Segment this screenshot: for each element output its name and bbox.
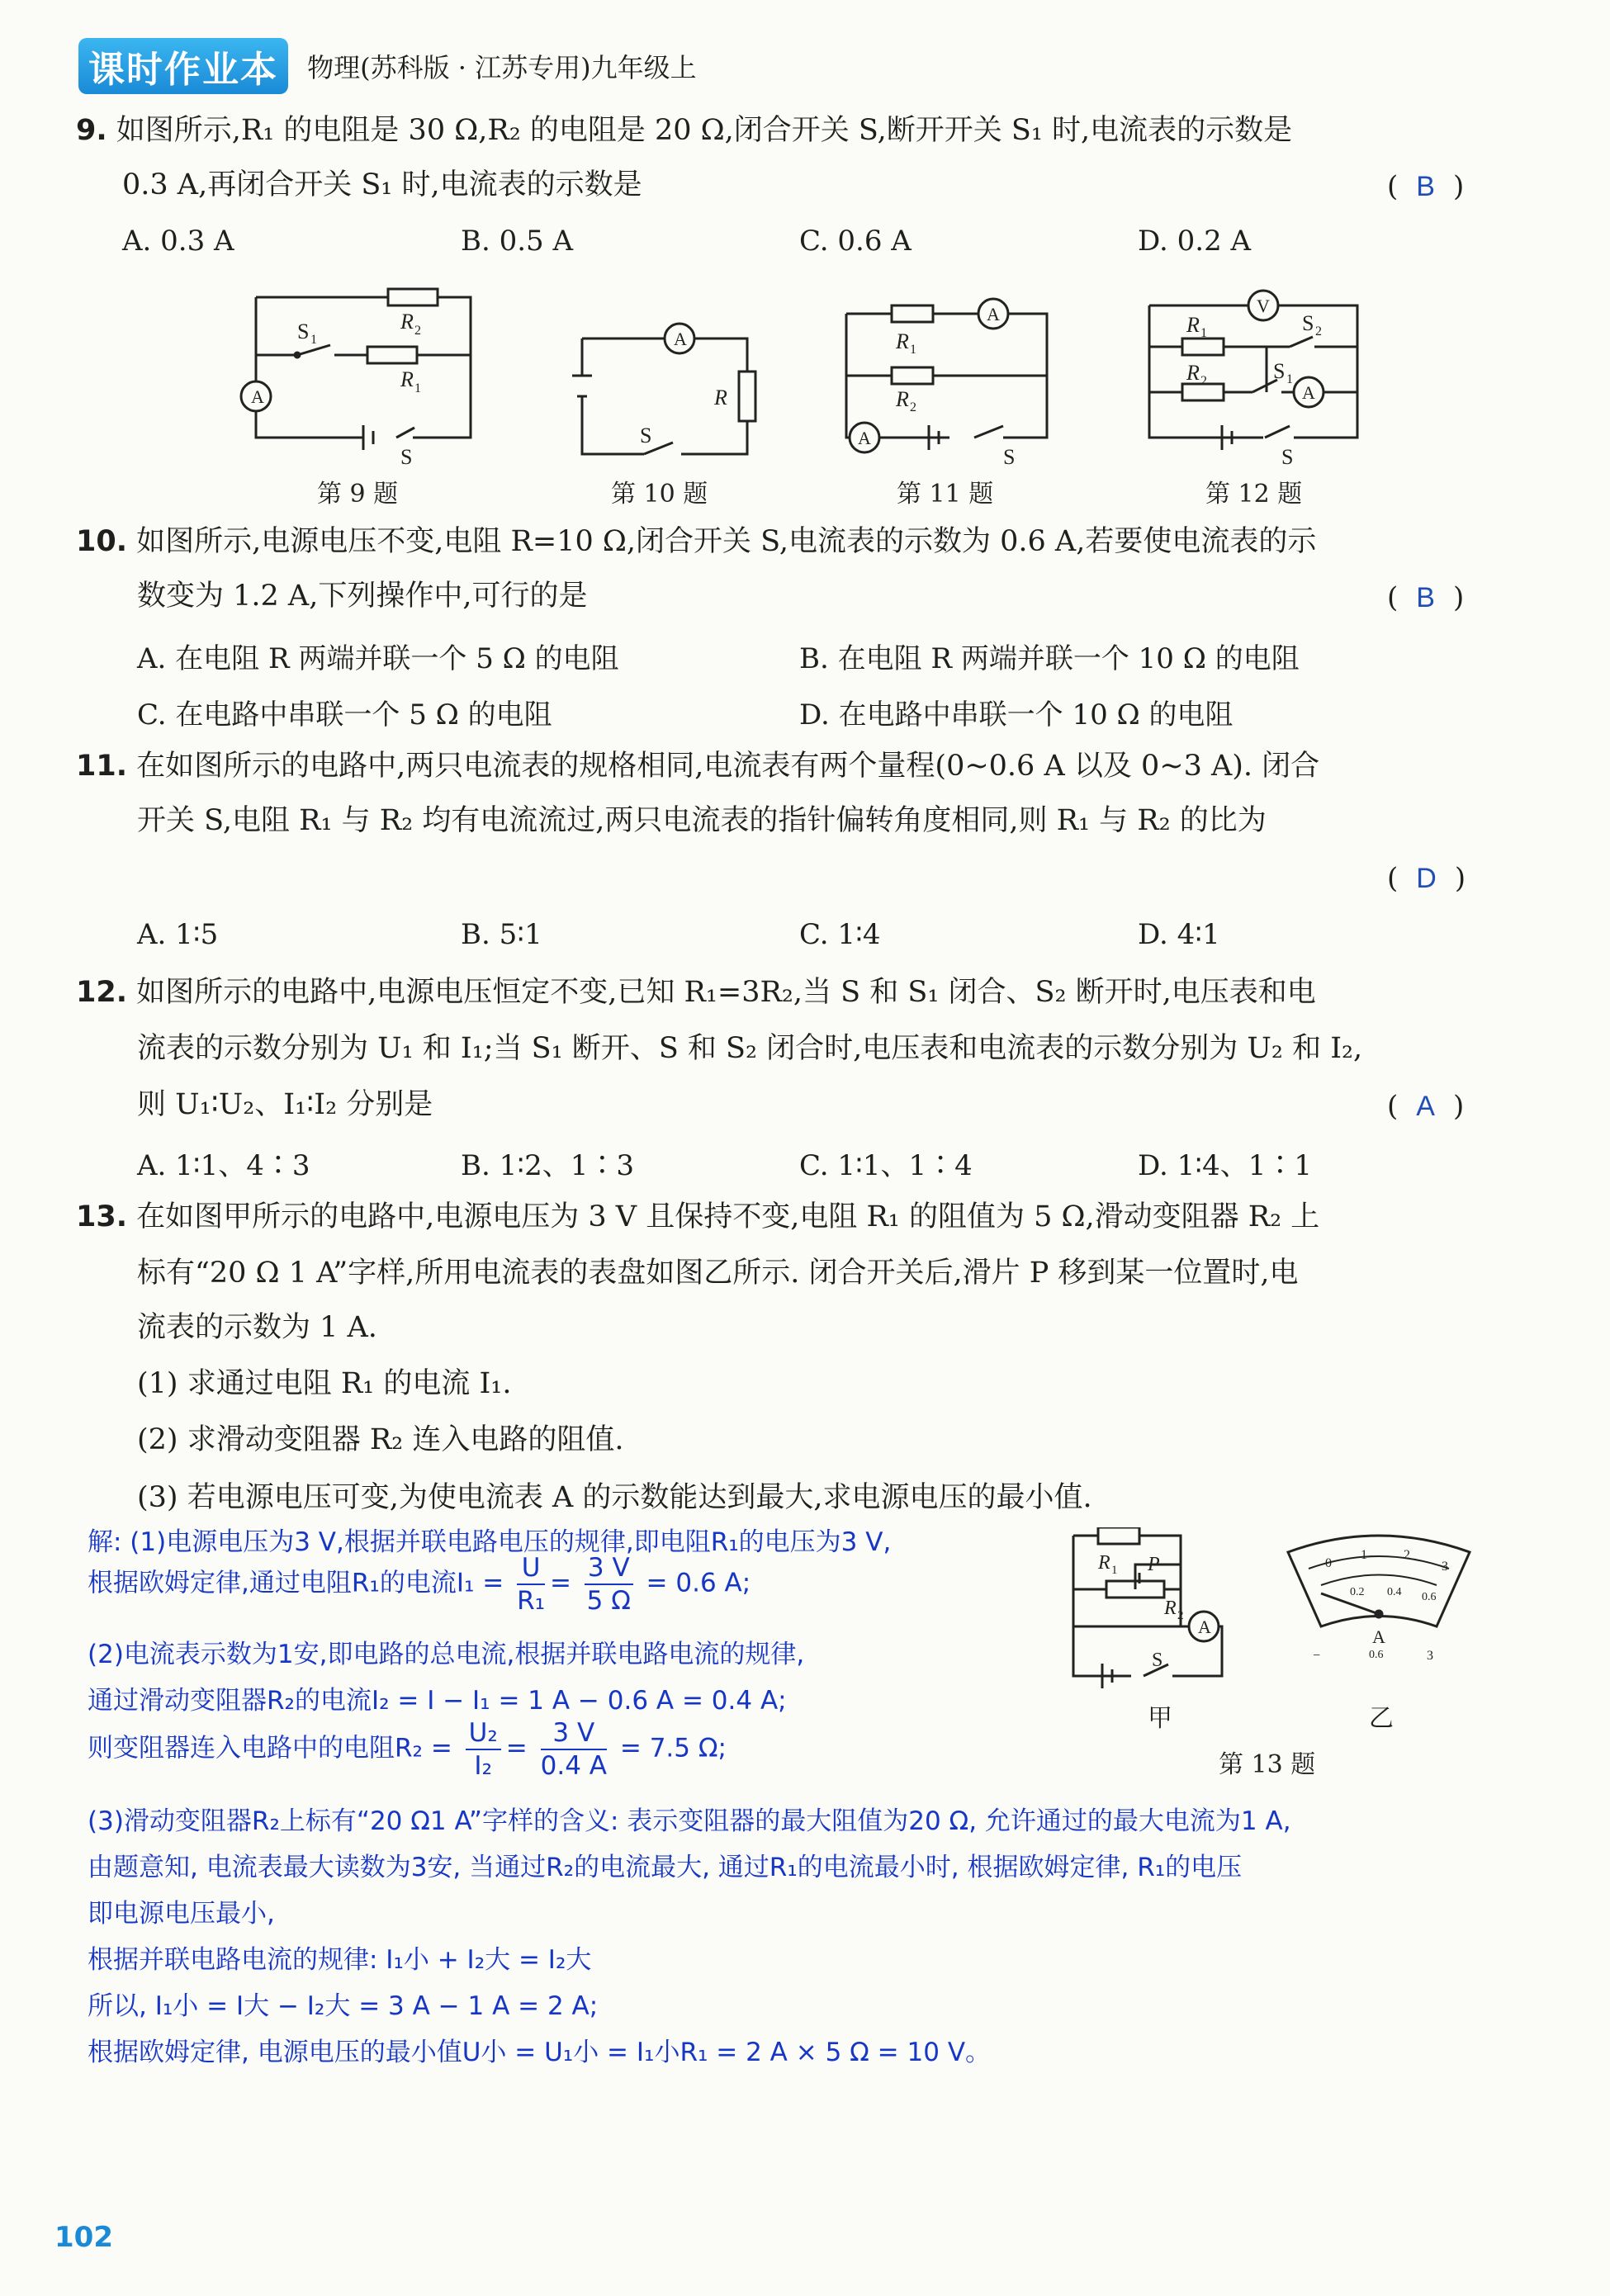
q12-number: 12.: [76, 976, 128, 1009]
svg-text:R: R: [400, 310, 414, 334]
svg-text:3: 3: [1427, 1649, 1433, 1663]
q9-option-d: D. 0.2 A: [1138, 225, 1252, 258]
caption-fig13: 第 13 题: [1219, 1750, 1316, 1779]
fig12-circuit: [1149, 291, 1357, 469]
solution-line7: 由题意知, 电流表最大读数为3安, 当通过R₂的电流最大, 通过R₁的电流最小时, 根据欧姆定律, R₁的电压: [88, 1853, 1243, 1882]
svg-text:0.2: 0.2: [1350, 1586, 1365, 1598]
fig10-circuit: [572, 324, 755, 454]
fig13-diagrams: [1065, 1527, 1486, 1717]
q10-text1: 如图所示,电源电压不变,电阻 R=10 Ω,闭合开关 S,电流表的示数为 0.6 A,若要使电流表的示: [136, 525, 1317, 558]
q10-option-d: D. 在电路中串联一个 10 Ω 的电阻: [799, 698, 1234, 731]
page-number: 102: [54, 2221, 113, 2254]
q13-text1: 在如图甲所示的电路中,电源电压为 3 V 且保持不变,电阻 R₁ 的阻值为 5 Ω,滑动变阻器 R₂ 上: [136, 1200, 1320, 1233]
svg-text:1: 1: [1286, 372, 1293, 386]
q11-answer-value: D: [1416, 863, 1437, 894]
q12-option-c: C. 1∶1、1∶4: [799, 1149, 973, 1182]
solution-line5: 则变阻器连入电路中的电阻R₂ = $\frac{\text{U₂}}{\text{I₂}}$ = $\frac{3 V}{0.4 A}$ = 7.5 Ω;: [88, 1718, 727, 1781]
solution-line9: 根据并联电路电流的规律: I₁小 + I₂大 = I₂大: [88, 1945, 592, 1975]
fraction-denominator: 5 Ω: [586, 1586, 631, 1616]
fraction-numerator: 3 V: [541, 1717, 607, 1750]
q13-line1: [76, 1197, 1319, 1237]
svg-text:S: S: [1281, 445, 1294, 469]
solution-line6: (3)滑动变阻器R₂上标有“20 Ω1 A”字样的含义: 表示变阻器的最大阻值为20 Ω, 允许通过的最大电流为1 A,: [88, 1806, 1291, 1836]
svg-text:S: S: [1152, 1650, 1163, 1671]
svg-text:R: R: [714, 386, 727, 409]
q10-option-c: C. 在电路中串联一个 5 Ω 的电阻: [137, 698, 552, 731]
svg-text:A: A: [1302, 382, 1315, 403]
svg-text:2: 2: [414, 324, 421, 338]
q12-option-d: D. 1∶4、1∶1: [1138, 1149, 1313, 1182]
svg-text:1: 1: [1200, 326, 1207, 340]
q11-line2: 开关 S,电阻 R₁ 与 R₂ 均有电流流过,两只电流表的指针偏转角度相同,则 R₁ 与 R₂ 的比为: [137, 804, 1267, 837]
q12-line1: [76, 973, 1316, 1012]
q10-line1: [76, 522, 1316, 561]
svg-text:−: −: [1313, 1649, 1321, 1663]
fraction-u-over-r1: [517, 1552, 545, 1617]
svg-text:3: 3: [1442, 1560, 1448, 1574]
svg-text:S: S: [297, 320, 310, 343]
caption-yi: 乙: [1369, 1704, 1394, 1733]
q9-text1: 如图所示,R₁ 的电阻是 30 Ω,R₂ 的电阻是 20 Ω,闭合开关 S,断开开关 S₁ 时,电流表的示数是: [116, 114, 1293, 147]
caption-fig10: 第 10 题: [611, 480, 708, 509]
svg-text:0.6: 0.6: [1369, 1649, 1384, 1661]
solution-line3: (2)电流表示数为1安,即电路的总电流,根据并联电路电流的规律,: [88, 1640, 805, 1669]
caption-jia: 甲: [1148, 1704, 1172, 1733]
fraction-numerator: 3 V: [585, 1552, 633, 1585]
header-subtitle: 物理(苏科版 · 江苏专用)九年级上: [307, 52, 697, 83]
caption-fig9: 第 9 题: [317, 480, 399, 509]
q12-line3: 则 U₁∶U₂、I₁∶I₂ 分别是: [137, 1088, 433, 1121]
q9-option-a: A. 0.3 A: [122, 225, 234, 258]
q10-number: 10.: [76, 525, 128, 558]
q11-option-b: B. 5∶1: [461, 918, 542, 951]
svg-text:2: 2: [1177, 1609, 1184, 1622]
fraction-3v-over-5ohm: [585, 1552, 633, 1617]
svg-text:S: S: [640, 424, 652, 447]
q13-line3: 流表的示数为 1 A.: [137, 1311, 377, 1344]
svg-text:R: R: [1186, 313, 1200, 337]
svg-text:R: R: [400, 367, 414, 391]
q13-sub1: (1) 求通过电阻 R₁ 的电流 I₁.: [137, 1367, 512, 1400]
svg-text:A: A: [987, 304, 1000, 324]
q11-option-d: D. 4∶1: [1138, 918, 1220, 951]
q9-number: 9.: [76, 114, 107, 147]
solution-line8: 即电源电压最小,: [88, 1899, 275, 1929]
svg-text:R: R: [896, 387, 909, 411]
solution-line1: 解: (1)电源电压为3 V,根据并联电路电压的规律,即电阻R₁的电压为3 V,: [88, 1527, 892, 1557]
solution-line2-lead: 根据欧姆定律,通过电阻R₁的电流I₁ =: [88, 1568, 504, 1598]
fig11-circuit: [846, 299, 1047, 469]
fraction-numerator: U₂: [466, 1717, 501, 1750]
svg-text:S: S: [1273, 359, 1286, 383]
fig13-yi-ammeter-dial: [1288, 1536, 1470, 1663]
solution-line2-tail: = 0.6 A;: [646, 1568, 751, 1598]
q10-answer: ( B ): [1387, 581, 1465, 614]
q13-line2: 标有“20 Ω 1 A”字样,所用电流表的表盘如图乙所示. 闭合开关后,滑片 P 移到某一位置时,电: [137, 1257, 1299, 1290]
caption-fig12: 第 12 题: [1205, 480, 1303, 509]
circuit-figures-row: [231, 272, 1404, 487]
svg-text:2: 2: [1200, 374, 1207, 388]
fraction-denominator: I₂: [474, 1751, 492, 1781]
svg-text:1: 1: [1111, 1564, 1118, 1577]
q9-answer: ( B ): [1387, 170, 1465, 203]
brand-logo: 课时作业本: [78, 38, 288, 94]
svg-text:R: R: [1186, 361, 1200, 385]
q9-answer-value: B: [1416, 171, 1435, 202]
solution-line5-lead: 则变阻器连入电路中的电阻R₂ =: [88, 1733, 452, 1763]
svg-text:R: R: [1164, 1598, 1177, 1619]
svg-text:1: 1: [910, 343, 916, 357]
q10-option-b: B. 在电阻 R 两端并联一个 10 Ω 的电阻: [799, 642, 1300, 675]
q9-line2: 0.3 A,再闭合开关 S₁ 时,电流表的示数是: [122, 168, 642, 201]
svg-text:S: S: [1003, 445, 1016, 469]
svg-text:A: A: [1372, 1626, 1385, 1647]
q11-text1: 在如图所示的电路中,两只电流表的规格相同,电流表有两个量程(0~0.6 A 以及 0~3 A). 闭合: [136, 750, 1320, 783]
q13-number: 13.: [76, 1200, 128, 1233]
q10-answer-value: B: [1416, 582, 1435, 613]
q11-option-a: A. 1∶5: [137, 918, 219, 951]
svg-text:S: S: [400, 445, 413, 469]
svg-text:1: 1: [310, 333, 317, 347]
solution-line5-tail: = 7.5 Ω;: [619, 1733, 727, 1763]
svg-text:2: 2: [910, 400, 916, 414]
svg-text:P: P: [1148, 1554, 1160, 1575]
header: [78, 38, 697, 94]
svg-text:1: 1: [414, 381, 421, 395]
q11-option-c: C. 1∶4: [799, 918, 881, 951]
q12-text1: 如图所示的电路中,电源电压恒定不变,已知 R₁=3R₂,当 S 和 S₁ 闭合、S₂ 断开时,电压表和电: [136, 976, 1316, 1009]
q12-option-a: A. 1∶1、4∶3: [137, 1149, 310, 1182]
q9-option-b: B. 0.5 A: [461, 225, 574, 258]
svg-text:0: 0: [1325, 1556, 1332, 1570]
svg-text:V: V: [1257, 296, 1270, 316]
svg-text:0.4: 0.4: [1387, 1586, 1402, 1598]
svg-text:S: S: [1302, 311, 1314, 335]
q12-line2: 流表的示数分别为 U₁ 和 I₁;当 S₁ 断开、S 和 S₂ 闭合时,电压表和电流表的示数分别为 U₂ 和 I₂,: [137, 1032, 1363, 1065]
svg-text:2: 2: [1404, 1548, 1410, 1562]
q12-answer: ( A ): [1387, 1090, 1465, 1123]
fraction-denominator: R₁: [517, 1586, 546, 1616]
fig13-jia-circuit: [1073, 1527, 1222, 1688]
q12-option-b: B. 1∶2、1∶3: [461, 1149, 634, 1182]
svg-text:R: R: [896, 329, 909, 353]
q13-sub2: (2) 求滑动变阻器 R₂ 连入电路的阻值.: [137, 1423, 624, 1456]
svg-text:0.6: 0.6: [1422, 1591, 1437, 1603]
solution-line11: 根据欧姆定律, 电源电压的最小值U小 = U₁小 = I₁小R₁ = 2 A × 5 Ω = 10 V。: [88, 2038, 992, 2067]
q10-option-a: A. 在电阻 R 两端并联一个 5 Ω 的电阻: [137, 642, 619, 675]
solution-line4: 通过滑动变阻器R₂的电流I₂ = I − I₁ = 1 A − 0.6 A = 0.4 A;: [88, 1686, 787, 1716]
q12-answer-value: A: [1416, 1091, 1435, 1122]
fig9-circuit: [241, 289, 471, 469]
svg-text:A: A: [858, 428, 871, 448]
svg-text:1: 1: [1361, 1548, 1367, 1562]
q11-answer: ( D ): [1387, 862, 1466, 895]
solution-line2: 根据欧姆定律,通过电阻R₁的电流I₁ = $\frac{U}{\text{R₁}}$ = $\frac{3 V}{5 \Omega}$ = 0.6 A;: [88, 1553, 751, 1616]
svg-text:R: R: [1098, 1552, 1110, 1574]
svg-text:2: 2: [1315, 324, 1322, 338]
fraction-u2-over-i2: [466, 1717, 501, 1782]
svg-text:A: A: [674, 329, 687, 349]
fraction-numerator: U: [517, 1552, 545, 1585]
svg-text:A: A: [251, 386, 264, 407]
q9-line1: [76, 111, 1292, 150]
fraction-3v-over-04a: [541, 1717, 607, 1782]
svg-text:A: A: [1198, 1617, 1211, 1637]
caption-fig11: 第 11 题: [897, 480, 994, 509]
solution-line10: 所以, I₁小 = I大 − I₂大 = 3 A − 1 A = 2 A;: [88, 1991, 599, 2021]
q11-line1: [76, 746, 1319, 786]
q9-option-c: C. 0.6 A: [799, 225, 912, 258]
q10-line2: 数变为 1.2 A,下列操作中,可行的是: [137, 580, 588, 613]
q11-number: 11.: [76, 750, 128, 783]
q13-sub3: (3) 若电源电压可变,为使电流表 A 的示数能达到最大,求电源电压的最小值.: [137, 1481, 1092, 1514]
fraction-denominator: 0.4 A: [540, 1751, 607, 1781]
